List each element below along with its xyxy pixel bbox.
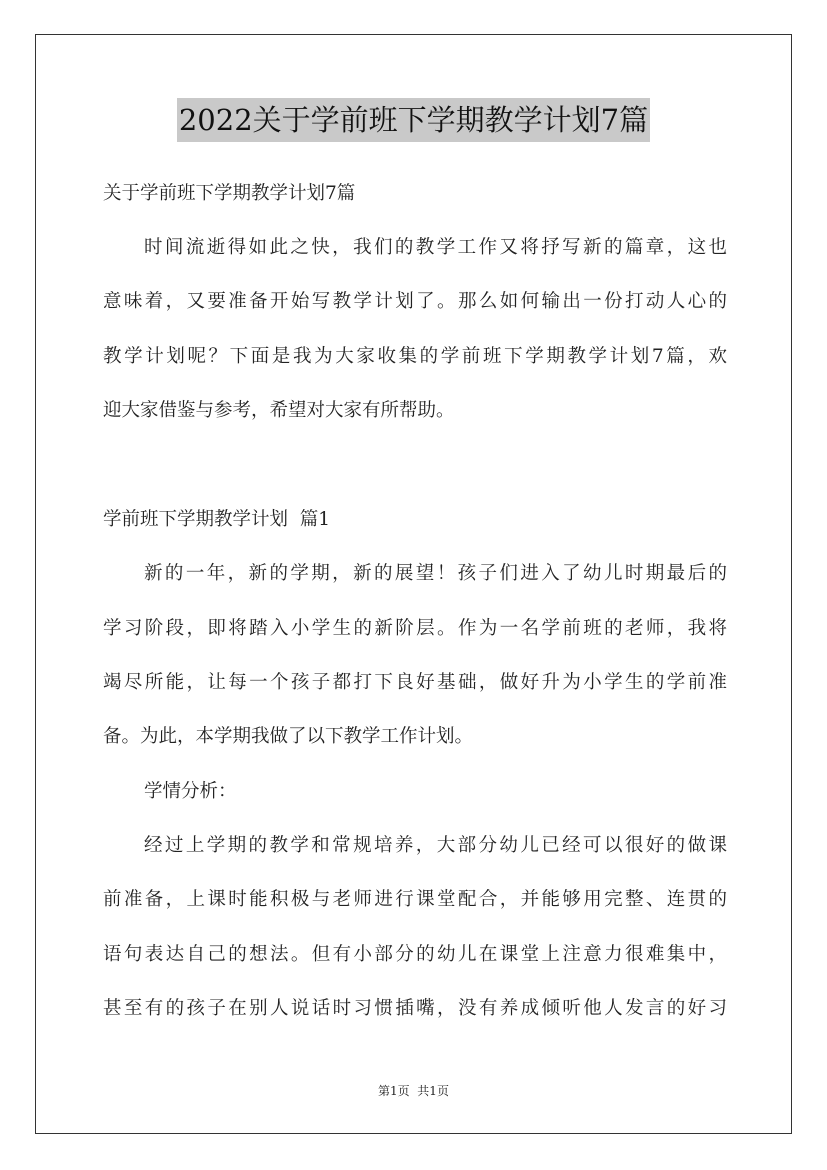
paragraph-line: 语句表达自己的想法。但有小部分的幼儿在课堂上注意力很难集中， (103, 944, 727, 965)
paragraph-line: 甚至有的孩子在别人说话时习惯插嘴，没有养成倾听他人发言的好习 (103, 998, 727, 1019)
paragraph-line: 前准备，上课时能积极与老师进行课堂配合，并能够用完整、连贯的 (103, 889, 727, 910)
document-title: 2022关于学前班下学期教学计划7篇 (177, 98, 650, 142)
page-footer: 第1页 共1页 (378, 1084, 449, 1098)
paragraph-line: 备。为此，本学期我做了以下教学工作计划。 (103, 726, 474, 747)
analysis-label: 学情分析： (144, 781, 237, 802)
intro-line: 时间流逝得如此之快，我们的教学工作又将抒写新的篇章，这也 (144, 237, 727, 258)
paragraph-line: 学习阶段，即将踏入小学生的新阶层。作为一名学前班的老师，我将 (103, 618, 727, 639)
paragraph-line: 经过上学期的教学和常规培养，大部分幼儿已经可以很好的做课 (144, 835, 727, 856)
document-subtitle: 关于学前班下学期教学计划7篇 (103, 183, 356, 204)
intro-line: 教学计划呢？下面是我为大家收集的学前班下学期教学计划7篇，欢 (103, 346, 727, 367)
paragraph-line: 竭尽所能，让每一个孩子都打下良好基础，做好升为小学生的学前准 (103, 672, 727, 693)
title-container (0, 98, 827, 142)
intro-line: 意味着，又要准备开始写教学计划了。那么如何输出一份打动人心的 (103, 291, 727, 312)
intro-line: 迎大家借鉴与参考，希望对大家有所帮助。 (103, 400, 455, 421)
paragraph-line: 新的一年，新的学期，新的展望！孩子们进入了幼儿时期最后的 (144, 563, 727, 584)
section-heading: 学前班下学期教学计划 篇1 (103, 509, 331, 530)
